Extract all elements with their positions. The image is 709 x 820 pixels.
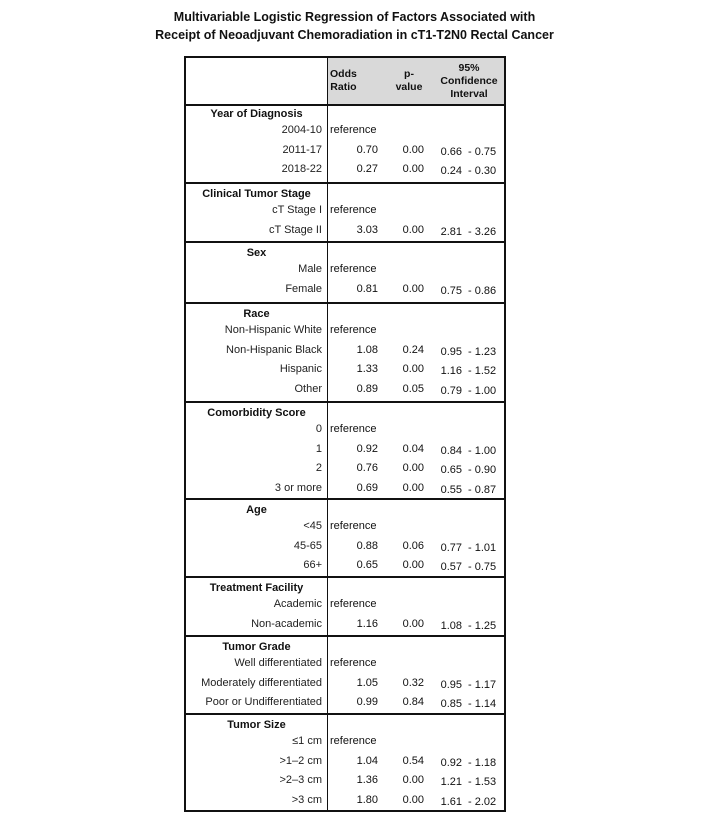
section-treatment-facility	[186, 578, 504, 637]
row-label: <45	[303, 520, 322, 532]
ci-upper-cell: - 2.02	[468, 795, 497, 808]
ci-lower-cell: 0.95	[440, 678, 462, 691]
p-value-cell: 0.00	[402, 282, 424, 295]
row-label: 2018-22	[281, 163, 322, 175]
ci-upper-cell: - 1.53	[468, 776, 497, 788]
ci-lower-cell: 0.75	[440, 284, 462, 297]
ci-lower-cell: 0.57	[440, 561, 462, 573]
odds-ratio-cell: 0.92	[356, 442, 378, 455]
odds-ratio-cell: 1.33	[356, 363, 378, 375]
table-row	[186, 322, 504, 341]
ci-upper-cell: - 1.23	[468, 345, 497, 358]
section-title: Tumor Size	[227, 719, 286, 731]
ci-lower-cell: 0.24	[440, 165, 462, 177]
p-value-cell: 0.06	[402, 539, 424, 552]
section-title: Treatment Facility	[209, 582, 304, 594]
p-value-cell: 0.24	[402, 343, 424, 356]
table-row	[186, 161, 504, 180]
p-value-cell: 0.84	[402, 696, 424, 708]
odds-ratio-cell: 0.99	[356, 696, 378, 708]
odds-ratio-cell: 1.16	[356, 617, 378, 630]
ci-lower-cell: 0.92	[440, 756, 462, 769]
table-row	[186, 122, 504, 141]
header-odds-ratio: Odds Ratio	[328, 58, 384, 104]
odds-ratio-cell: 0.89	[356, 382, 378, 395]
row-label: 2011-17	[282, 143, 322, 156]
ci-upper-cell: - 1.14	[468, 698, 497, 710]
odds-ratio-cell: 1.80	[356, 793, 378, 806]
row-label: 45-65	[293, 539, 322, 552]
ci-lower-cell: 0.79	[440, 384, 462, 397]
p-value-cell: 0.32	[402, 676, 424, 689]
table-row	[186, 142, 504, 161]
title-line-1: Multivariable Logistic Regression of Factors Associated with	[173, 10, 536, 24]
p-value-cell: 0.00	[402, 462, 424, 474]
table-row	[186, 675, 504, 694]
odds-ratio-cell: reference	[330, 657, 377, 669]
table-row	[186, 792, 504, 811]
section-race	[186, 304, 504, 403]
section-tumor-grade	[186, 637, 504, 715]
odds-ratio-cell: 1.04	[356, 754, 378, 767]
odds-ratio-cell: reference	[330, 520, 377, 532]
ci-upper-cell: - 0.30	[468, 165, 497, 177]
ci-lower-cell: 0.95	[440, 345, 462, 358]
regression-table	[184, 56, 506, 812]
odds-ratio-cell: reference	[330, 735, 377, 747]
ci-lower-cell: 1.16	[440, 365, 462, 377]
table-row	[186, 772, 504, 791]
section-title: Tumor Grade	[222, 641, 291, 653]
section-title: Sex	[246, 247, 267, 259]
ci-lower-cell: 0.84	[440, 444, 462, 457]
ci-upper-cell: - 1.00	[468, 384, 497, 397]
row-label: 2004-10	[281, 124, 322, 136]
p-value-cell: 0.00	[402, 363, 424, 375]
ci-lower-cell: 1.21	[440, 776, 462, 788]
table-row	[186, 261, 504, 280]
section-sex	[186, 243, 504, 304]
row-label: 66+	[303, 559, 322, 571]
table-row	[186, 421, 504, 440]
row-label: Non-academic	[251, 617, 322, 630]
row-label: >1–2 cm	[279, 754, 322, 767]
odds-ratio-cell: 0.81	[356, 282, 378, 295]
odds-ratio-cell: 0.69	[356, 481, 378, 494]
ci-upper-cell: - 1.01	[468, 541, 497, 554]
table-row	[186, 753, 504, 772]
ci-lower-cell: 1.61	[440, 795, 462, 808]
table-row	[186, 381, 504, 400]
row-label: Hispanic	[279, 363, 322, 375]
odds-ratio-cell: reference	[330, 423, 377, 435]
table-row	[186, 557, 504, 576]
odds-ratio-cell: reference	[330, 263, 377, 275]
table-row	[186, 518, 504, 537]
header-p-value: p- value	[384, 58, 434, 104]
table-row	[186, 538, 504, 557]
odds-ratio-cell: 0.27	[356, 163, 378, 175]
row-label: cT Stage I	[272, 204, 322, 216]
p-value-cell: 0.04	[402, 442, 424, 455]
row-label: cT Stage II	[269, 223, 322, 236]
odds-ratio-cell: 1.05	[356, 676, 378, 689]
section-title: Comorbidity Score	[207, 407, 306, 419]
row-label: >2–3 cm	[279, 774, 322, 786]
row-label: ≤1 cm	[292, 735, 322, 747]
title-line-2: Receipt of Neoadjuvant Chemoradiation in cT1-T2N0 Rectal Cancer	[155, 28, 554, 42]
p-value-cell: 0.00	[402, 481, 424, 494]
odds-ratio-cell: 0.88	[356, 539, 378, 552]
row-label: Academic	[273, 598, 322, 610]
row-label: Well differentiated	[234, 657, 322, 669]
section-age	[186, 500, 504, 578]
p-value-cell: 0.00	[402, 559, 424, 571]
ci-lower-cell: 2.81	[440, 225, 462, 238]
p-value-cell: 0.00	[402, 223, 424, 236]
odds-ratio-cell: 1.08	[356, 343, 378, 356]
table-header	[186, 58, 504, 106]
ci-upper-cell: - 1.00	[468, 444, 497, 457]
table-row	[186, 202, 504, 221]
odds-ratio-cell: reference	[330, 598, 377, 610]
odds-ratio-cell: 0.65	[356, 559, 378, 571]
row-label: >3 cm	[291, 793, 322, 806]
ci-upper-cell: - 3.26	[468, 225, 497, 238]
p-value-cell: 0.00	[402, 143, 424, 156]
section-title: Clinical Tumor Stage	[202, 188, 311, 200]
row-label: Non-Hispanic Black	[226, 343, 322, 356]
odds-ratio-cell: 1.36	[356, 774, 378, 786]
ci-lower-cell: 1.08	[440, 619, 462, 632]
table-row	[186, 281, 504, 300]
p-value-cell: 0.00	[402, 774, 424, 786]
section-clinical-tumor-stage	[186, 184, 504, 243]
odds-ratio-cell: reference	[330, 124, 377, 136]
section-title: Year of Diagnosis	[210, 108, 303, 120]
ci-upper-cell: - 1.25	[468, 619, 497, 632]
p-value-cell: 0.00	[402, 617, 424, 630]
odds-ratio-cell: reference	[330, 204, 377, 216]
row-label: Other	[294, 382, 322, 395]
ci-upper-cell: - 0.90	[468, 464, 497, 476]
section-tumor-size	[186, 715, 504, 810]
section-year-of-diagnosis	[186, 104, 504, 184]
p-value-cell: 0.00	[402, 793, 424, 806]
odds-ratio-cell: reference	[330, 324, 377, 336]
odds-ratio-cell: 3.03	[356, 223, 378, 236]
ci-upper-cell: - 1.17	[468, 678, 497, 691]
table-row	[186, 596, 504, 615]
row-label: Moderately differentiated	[201, 676, 322, 689]
row-label: 2	[315, 462, 322, 474]
ci-lower-cell: 0.55	[440, 483, 462, 496]
table-title	[0, 8, 709, 44]
table-row	[186, 655, 504, 674]
ci-lower-cell: 0.65	[440, 464, 462, 476]
ci-upper-cell: - 1.18	[468, 756, 497, 769]
p-value-cell: 0.54	[402, 754, 424, 767]
odds-ratio-cell: 0.70	[356, 143, 378, 156]
section-comorbidity-score	[186, 403, 504, 500]
row-label: Male	[298, 263, 322, 275]
row-label: Poor or Undifferentiated	[205, 696, 322, 708]
ci-upper-cell: - 0.75	[468, 145, 497, 158]
ci-lower-cell: 0.66	[440, 145, 462, 158]
row-label: Non-Hispanic White	[224, 324, 322, 336]
table-row	[186, 694, 504, 713]
table-row	[186, 222, 504, 241]
odds-ratio-cell: 0.76	[356, 462, 378, 474]
table-row	[186, 441, 504, 460]
table-row	[186, 342, 504, 361]
header-confidence-interval: 95% Confidence Interval	[434, 58, 504, 104]
p-value-cell: 0.05	[402, 382, 424, 395]
row-label: 0	[315, 423, 322, 435]
table-row	[186, 480, 504, 499]
table-row	[186, 361, 504, 380]
ci-upper-cell: - 1.52	[468, 365, 497, 377]
table-row	[186, 460, 504, 479]
table-row	[186, 616, 504, 635]
ci-lower-cell: 0.77	[440, 541, 462, 554]
ci-upper-cell: - 0.87	[468, 483, 497, 496]
row-label: Female	[285, 282, 322, 295]
section-title: Age	[246, 504, 267, 516]
row-label: 1	[315, 442, 322, 455]
p-value-cell: 0.00	[402, 163, 424, 175]
table-row	[186, 733, 504, 752]
ci-upper-cell: - 0.75	[468, 561, 497, 573]
section-title: Race	[243, 308, 270, 320]
ci-upper-cell: - 0.86	[468, 284, 497, 297]
ci-lower-cell: 0.85	[440, 698, 462, 710]
row-label: 3 or more	[274, 481, 322, 494]
